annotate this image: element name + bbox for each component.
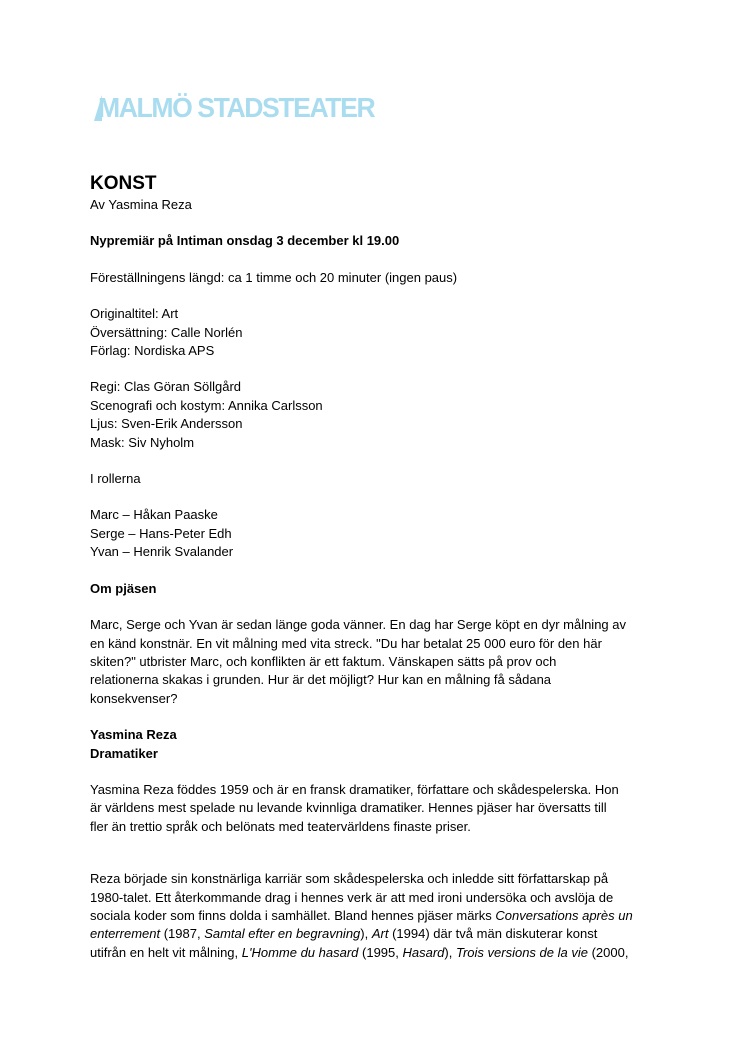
credit-publisher: Förlag: Nordiska APS: [90, 343, 215, 359]
author-line: Av Yasmina Reza: [90, 197, 192, 212]
work-title: Trois versions de la vie: [455, 944, 588, 960]
role-yvan: Yvan – Henrik Svalander: [90, 544, 234, 560]
about-line: en känd konstnär. En vit målning med vita streck. "Du har betalat 25 000 euro för den här: [90, 635, 602, 651]
work-title: L'Homme du hasard: [241, 944, 359, 960]
about-line: Marc, Serge och Yvan är sedan länge goda vänner. En dag har Serge köpt en dyr målning av: [90, 617, 626, 633]
about-line: skiten?" utbrister Marc, och konflikten är ett faktum. Vänskapen sätts på prov och: [90, 653, 557, 669]
credit-lighting: Ljus: Sven-Erik Andersson: [90, 416, 243, 432]
reza-bio-line: Yasmina Reza föddes 1959 och är en fransk dramatiker, författare och skådespelerska. Hon: [90, 781, 619, 797]
reza-career-line: 1980-talet. Ett återkommande drag i hennes verk är att med ironi undersöka och avslöja de: [90, 889, 614, 905]
page-title: KONST: [90, 173, 157, 194]
reza-heading: Yasmina Reza: [90, 727, 177, 743]
credit-makeup: Mask: Siv Nyholm: [90, 434, 195, 450]
role-marc: Marc – Håkan Paaske: [90, 507, 218, 523]
reza-bio-line: är världens mest spelade nu levande kvinnliga dramatiker. Hennes pjäser har översatts till: [90, 800, 607, 816]
reza-career-line: sociala koder som finns dolda i samhället. Bland hennes pjäser märks Conversations après un: [90, 907, 633, 923]
credit-original-title: Originaltitel: Art: [90, 306, 179, 322]
work-title: enterrement: [90, 926, 161, 942]
credit-scenography: Scenografi och kostym: Annika Carlsson: [90, 397, 323, 413]
document-body: [90, 172, 670, 962]
logo-malmo-stadsteater: [94, 88, 389, 128]
reza-bio-line: fler än trettio språk och belönats med teatervärldens finaste priser.: [90, 818, 471, 834]
about-line: konsekvenser?: [90, 690, 178, 706]
work-title: Samtal efter en begravning: [204, 926, 361, 942]
length-line: Föreställningens längd: ca 1 timme och 20 minuter (ingen paus): [90, 269, 458, 285]
role-serge: Serge – Hans-Peter Edh: [90, 525, 232, 541]
roles-heading: I rollerna: [90, 471, 141, 487]
work-title: Hasard: [402, 944, 445, 960]
about-line: relationerna skakas i grunden. Hur är det möjligt? Hur kan en målning få sådana: [90, 672, 552, 688]
premiere-line: Nypremiär på Intiman onsdag 3 december kl 19.00: [90, 233, 400, 249]
reza-career-line: enterrement (1987, Samtal efter en begravning), Art (1994) där två män diskuterar konst: [90, 926, 598, 942]
reza-career-line: utifrån en helt vit målning, L'Homme du hasard (1995, Hasard), Trois versions de la vie (2000,: [90, 944, 629, 960]
credit-director: Regi: Clas Göran Söllgård: [90, 379, 242, 395]
reza-career-line: Reza började sin konstnärliga karriär som skådespelerska och inledde sitt författarskap på: [90, 871, 609, 887]
credit-translation: Översättning: Calle Norlén: [90, 324, 243, 340]
logo-text: MALMÖ STADSTEATER: [98, 92, 375, 123]
about-heading: Om pjäsen: [90, 580, 157, 596]
work-title: Art: [371, 926, 389, 942]
work-title: Conversations après un: [495, 907, 633, 923]
reza-subheading: Dramatiker: [90, 745, 158, 761]
